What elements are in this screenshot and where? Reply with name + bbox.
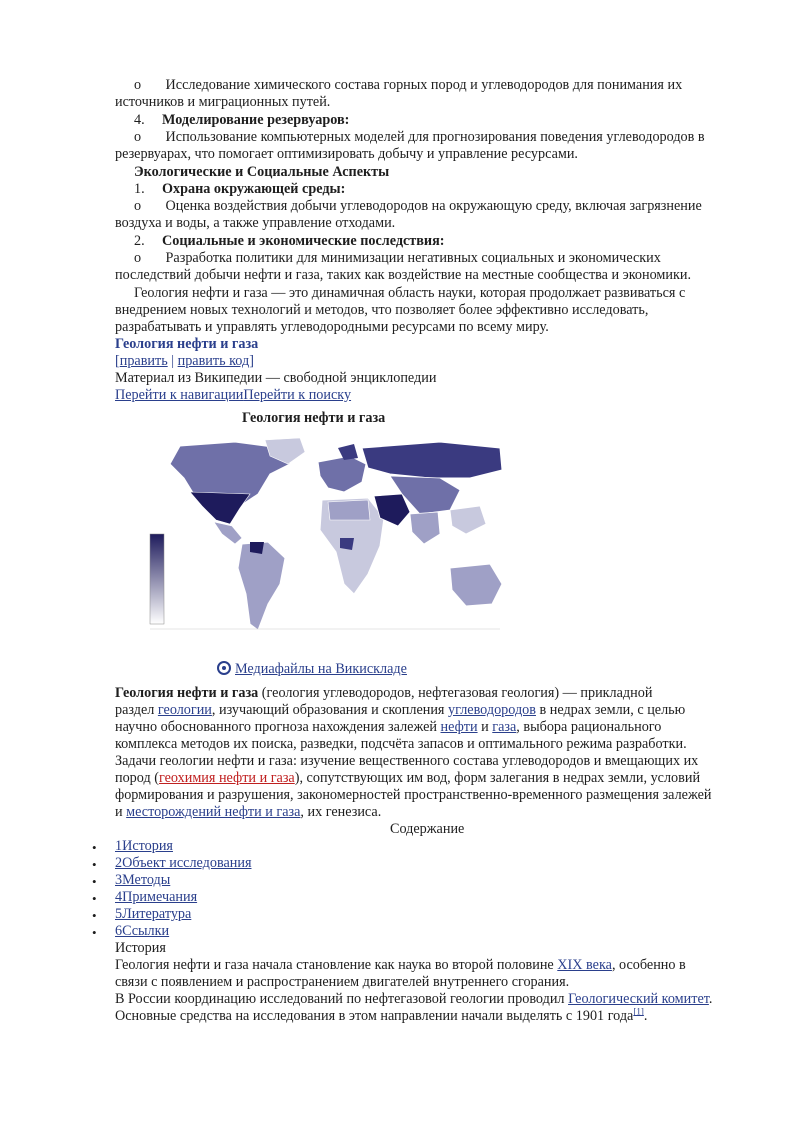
- article-text-span: пород (: [115, 770, 159, 786]
- nav-link[interactable]: Перейти к навигации: [115, 387, 244, 403]
- commons-row: [217, 661, 407, 678]
- list-text-cont: воздуха и воды, а также управление отходами.: [115, 215, 396, 231]
- edit-links: [115, 353, 254, 370]
- bullet-icon: •: [92, 874, 97, 889]
- list-text-cont: источников и миграционных путей.: [115, 94, 331, 110]
- article-text-span: в недрах земли, с целью: [535, 702, 686, 718]
- toc-item: [115, 838, 173, 855]
- history-text: [115, 1008, 647, 1025]
- world-map-image: [140, 434, 510, 644]
- list-subitem: [134, 129, 705, 146]
- toc-item: [115, 906, 191, 923]
- list-title: Моделирование резервуаров:: [162, 112, 350, 128]
- history-text: связи с появлением и распространением двигателей внутреннего сгорания.: [115, 974, 570, 990]
- bullet-icon: •: [92, 840, 97, 855]
- list-title: Охрана окружающей среды:: [162, 181, 346, 197]
- list-title: Социальные и экономические последствия:: [162, 233, 445, 249]
- geology-link[interactable]: геологии: [157, 702, 212, 718]
- toc-link-methods[interactable]: 3Методы: [115, 872, 171, 888]
- article-text: [115, 804, 381, 821]
- conclusion-text: Геология нефти и газа — это динамичная область науки, которая продолжает развиваться с: [134, 285, 686, 301]
- search-link[interactable]: Перейти к поиску: [243, 387, 352, 403]
- gas-link[interactable]: газа: [492, 719, 517, 735]
- list-text-cont: последствий добычи нефти и газа, таких как воздействие на местные сообщества и экономики.: [115, 267, 692, 283]
- article-text-span: и: [115, 804, 127, 820]
- list-number: 1.: [134, 181, 145, 197]
- separator: |: [167, 353, 178, 369]
- edit-link[interactable]: править: [119, 353, 168, 369]
- article-text-span: , их генезиса.: [300, 804, 382, 820]
- list-number: 2.: [134, 233, 145, 249]
- article-text: [115, 685, 652, 702]
- history-heading: История: [115, 940, 166, 956]
- article-text: [115, 702, 685, 719]
- history-text-span: .: [643, 1008, 648, 1024]
- list-item: [134, 233, 445, 250]
- skip-links: [115, 387, 351, 404]
- article-text-span: , выбора рационального: [516, 719, 662, 735]
- choropleth-map: [140, 434, 510, 644]
- article-text-span: ), сопутствующих им вод, форм залегания в недрах земли, условий: [294, 770, 701, 786]
- toc-heading: Содержание: [390, 821, 465, 837]
- article-text-span: научно обоснованного прогноза нахождения залежей: [115, 719, 441, 735]
- conclusion-text: внедрением новых технологий и методов, что позволяет более эффективно исследовать,: [115, 302, 649, 318]
- history-text-span: Основные средства на исследования в этом направлении начали выделять с 1901 года: [115, 1008, 634, 1024]
- bullet-icon: •: [92, 908, 97, 923]
- section-heading: Экологические и Социальные Аспекты: [134, 164, 390, 180]
- list-subitem: [134, 198, 702, 215]
- toc-link-literature[interactable]: 5Литература: [115, 906, 192, 922]
- article-text-span: , изучающий образования и скопления: [211, 702, 448, 718]
- list-marker: o: [134, 198, 142, 214]
- article-text: [115, 770, 700, 787]
- xix-century-link[interactable]: XIX века: [557, 957, 612, 973]
- list-marker: o: [134, 250, 142, 266]
- toc-item: [115, 855, 252, 872]
- history-text-span: В России координацию исследований по нефтегазовой геологии проводил: [115, 991, 569, 1007]
- list-marker: o: [134, 129, 142, 145]
- history-text-span: .: [708, 991, 713, 1007]
- toc-link-history[interactable]: 1История: [115, 838, 173, 854]
- wikimedia-commons-icon: [217, 661, 231, 675]
- wiki-article-title: Геология нефти и газа: [115, 336, 259, 352]
- history-text-span: , особенно в: [611, 957, 686, 973]
- bullet-icon: •: [92, 857, 97, 872]
- edit-code-link[interactable]: править код: [177, 353, 250, 369]
- wiki-source: Материал из Википедии — свободной энциклопедии: [115, 370, 437, 386]
- footnote-link[interactable]: [1]: [633, 1006, 644, 1017]
- article-text-span: раздел: [115, 702, 158, 718]
- bullet-icon: •: [92, 925, 97, 940]
- geological-committee-link[interactable]: Геологический комитет: [568, 991, 709, 1007]
- toc-item: [115, 872, 170, 889]
- bracket: [: [115, 353, 120, 369]
- article-text: комплекса методов их поиска, разведки, подсчёта запасов и оптимального режима разработки.: [115, 736, 687, 752]
- toc-link-notes[interactable]: 4Примечания: [115, 889, 198, 905]
- bullet-icon: •: [92, 891, 97, 906]
- toc-item: [115, 889, 197, 906]
- commons-link[interactable]: Медиафайлы на Викискладе: [235, 661, 407, 677]
- history-text: [115, 957, 686, 974]
- article-text: Задачи геологии нефти и газа: изучение вещественного состава углеводородов и вмещающих их: [115, 753, 699, 769]
- list-text: Использование компьютерных моделей для прогнозирования поведения углеводородов в: [165, 129, 705, 145]
- list-text: Разработка политики для минимизации негативных социальных и экономических: [165, 250, 661, 266]
- infobox-title: Геология нефти и газа: [242, 410, 386, 426]
- conclusion-text: разрабатывать и управлять углеводородными ресурсами по всему миру.: [115, 319, 549, 335]
- toc-link-links[interactable]: 6Ссылки: [115, 923, 170, 939]
- article-text-span: и: [477, 719, 493, 735]
- article-text-span: (геология углеводородов, нефтегазовая геология) — прикладной: [258, 685, 653, 701]
- hydrocarbons-link[interactable]: углеводородов: [448, 702, 536, 718]
- list-text-cont: резервуарах, что помогает оптимизировать добычу и управление ресурсами.: [115, 146, 578, 162]
- list-marker: o: [134, 77, 142, 93]
- list-item: [134, 112, 349, 129]
- list-text: Оценка воздействия добычи углеводородов на окружающую среду, включая загрязнение: [165, 198, 702, 214]
- bracket: ]: [249, 353, 254, 369]
- oil-link[interactable]: нефти: [440, 719, 478, 735]
- list-subitem: [134, 77, 682, 94]
- toc-link-object[interactable]: 2Объект исследования: [115, 855, 252, 871]
- article-text: формирования и разрушения, закономерностей пространственно-временного размещения залежей: [115, 787, 712, 803]
- list-subitem: [134, 250, 661, 267]
- article-term: Геология нефти и газа: [115, 685, 259, 701]
- history-text-span: Геология нефти и газа начала становление как наука во второй половине: [115, 957, 558, 973]
- deposits-link[interactable]: месторождений нефти и газа: [126, 804, 301, 820]
- article-text: [115, 719, 661, 736]
- geochemistry-red-link[interactable]: геохимия нефти и газа: [158, 770, 295, 786]
- history-text: [115, 991, 712, 1008]
- list-text: Исследование химического состава горных пород и углеводородов для понимания их: [165, 77, 683, 93]
- list-item: [134, 181, 345, 198]
- list-number: 4.: [134, 112, 145, 128]
- toc-item: [115, 923, 169, 940]
